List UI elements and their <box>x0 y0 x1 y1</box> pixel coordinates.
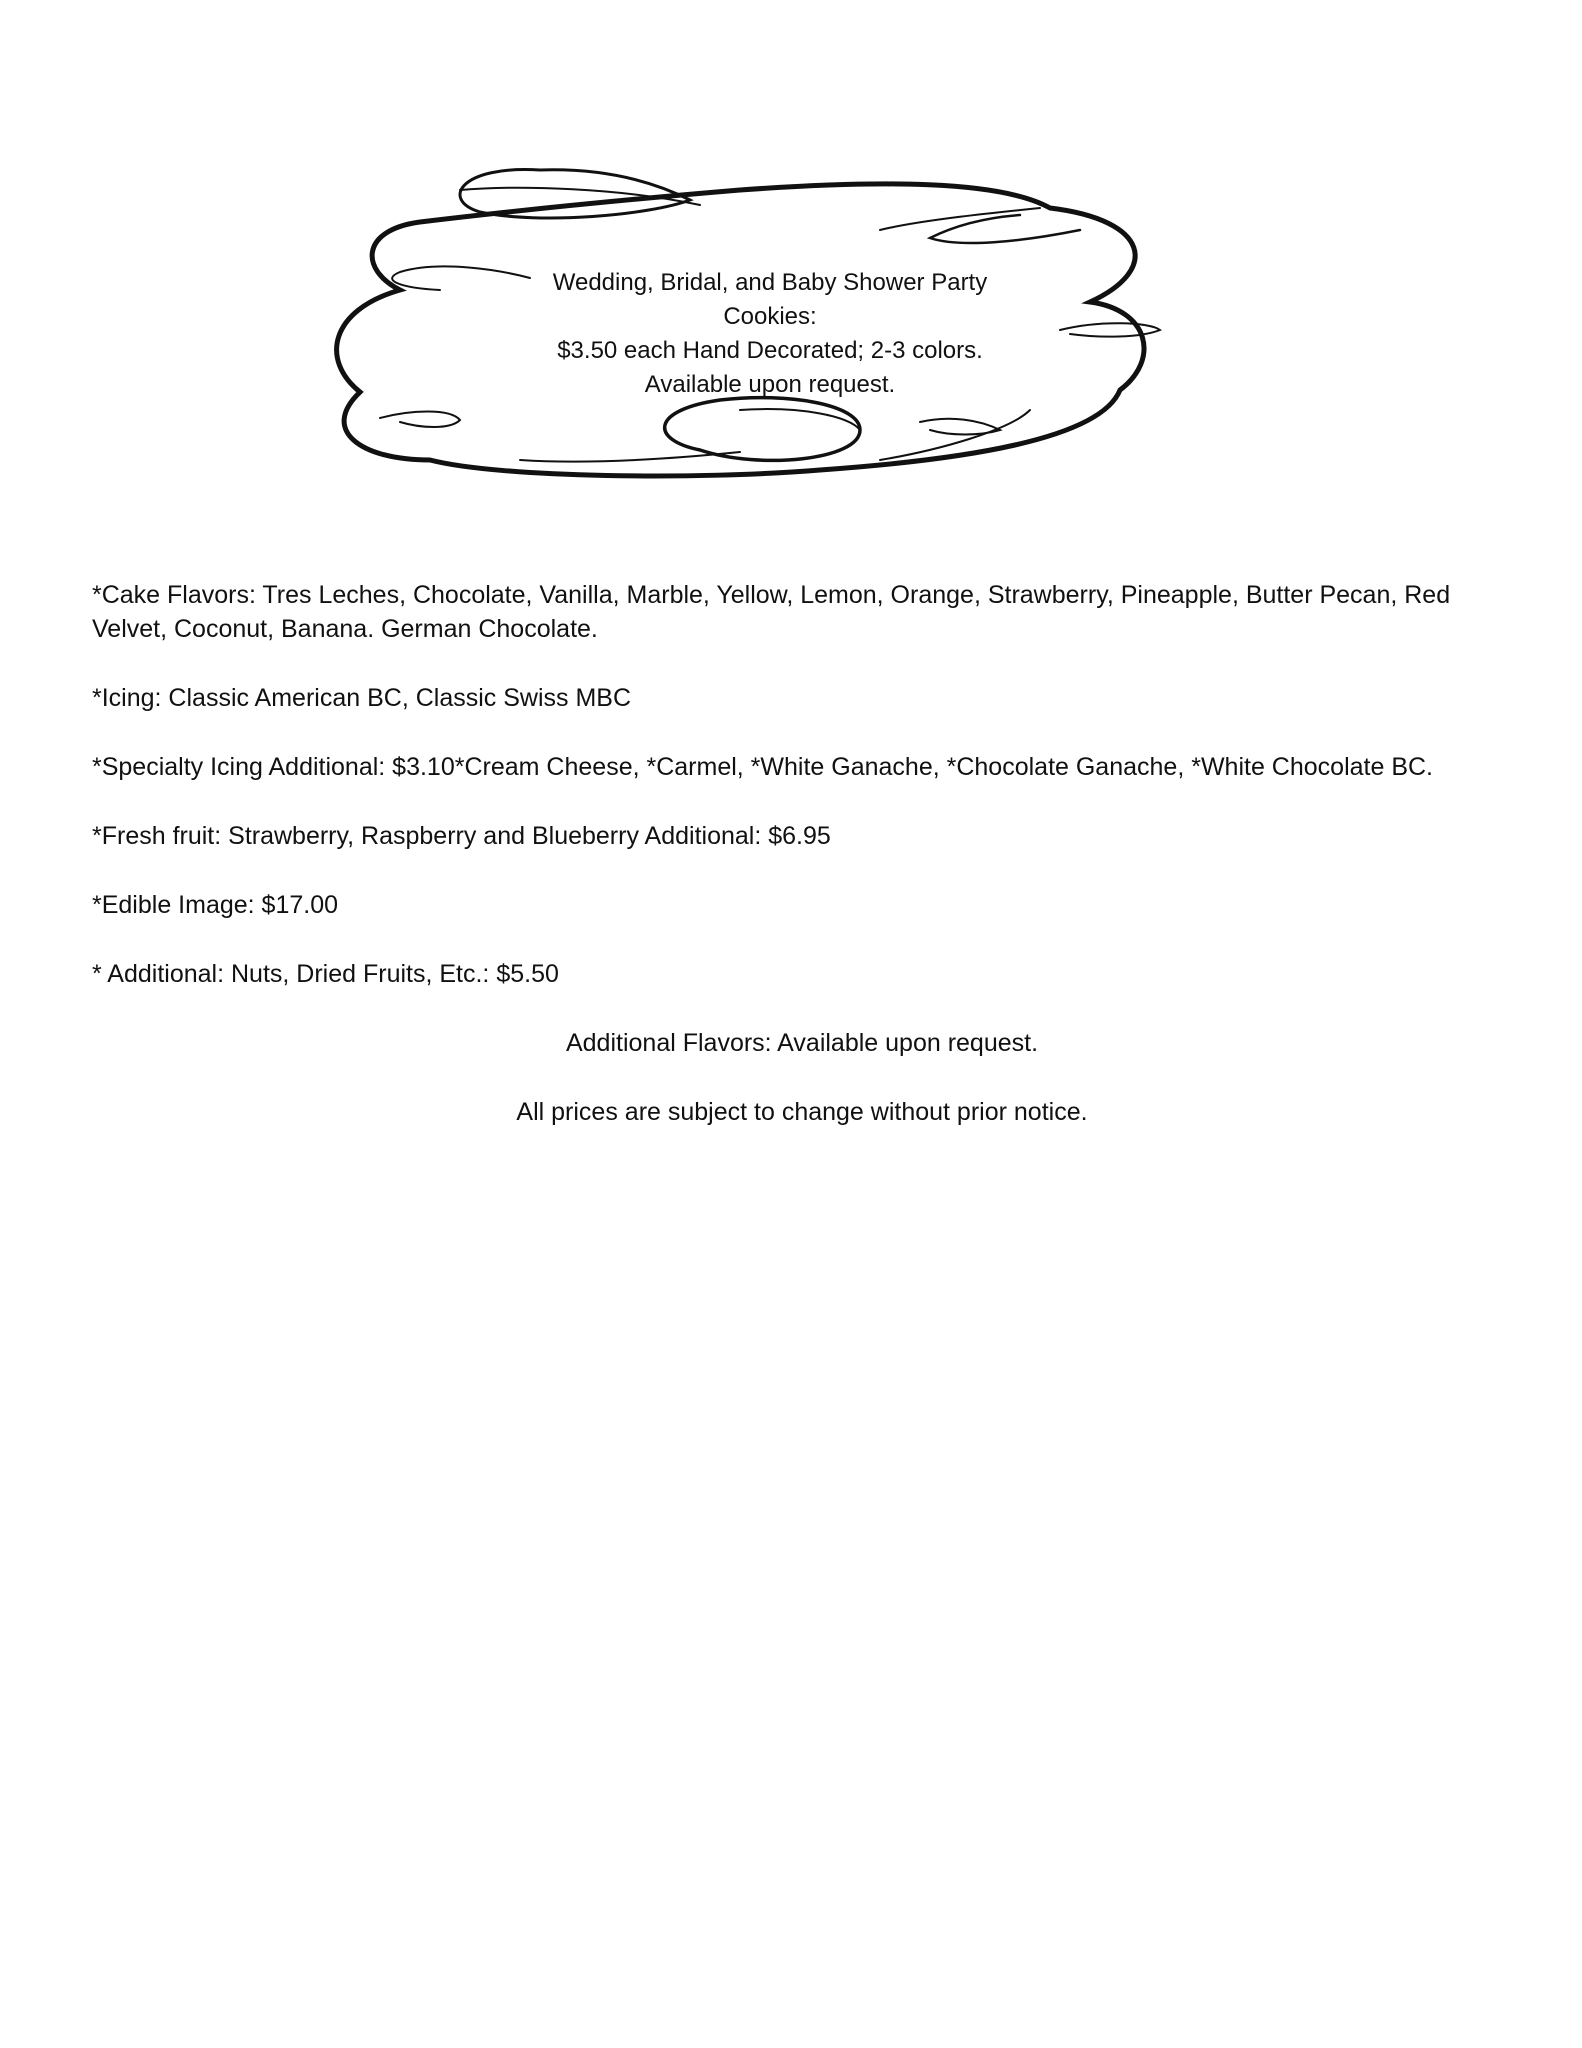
ornamental-frame <box>320 160 1200 520</box>
frame-caption <box>510 266 1030 402</box>
prices-notice-text: All prices are subject to change without prior notice. <box>516 1098 1088 1126</box>
additional-text: * Additional: Nuts, Dried Fruits, Etc.: $5.50 <box>92 960 559 988</box>
menu-details <box>92 578 1512 1164</box>
icing-text: *Icing: Classic American BC, Classic Swiss MBC <box>92 684 632 712</box>
frame-line-2: Cookies: <box>723 303 817 330</box>
fresh-fruit-text: *Fresh fruit: Strawberry, Raspberry and Blueberry Additional: $6.95 <box>92 822 831 850</box>
specialty-icing-text: *Specialty Icing Additional: $3.10*Cream Cheese, *Carmel, *White Ganache, *Chocolate Ganache, *White Chocolate BC. <box>92 753 1433 781</box>
additional-flavors-text: Additional Flavors: Available upon request. <box>565 1029 1039 1057</box>
cake-flavors-text: *Cake Flavors: Tres Leches, Chocolate, Vanilla, Marble, Yellow, Lemon, Orange, Strawberry, Pineapple, Butter Pecan, Red Velvet, Coconut, Banana. German Chocolate. <box>92 581 1451 643</box>
frame-line-1: Wedding, Bridal, and Baby Shower Party <box>552 269 988 296</box>
frame-line-3: $3.50 each Hand Decorated; 2-3 colors. <box>557 337 983 364</box>
edible-image-text: *Edible Image: $17.00 <box>92 891 339 919</box>
frame-line-4: Available upon request. <box>644 371 896 398</box>
